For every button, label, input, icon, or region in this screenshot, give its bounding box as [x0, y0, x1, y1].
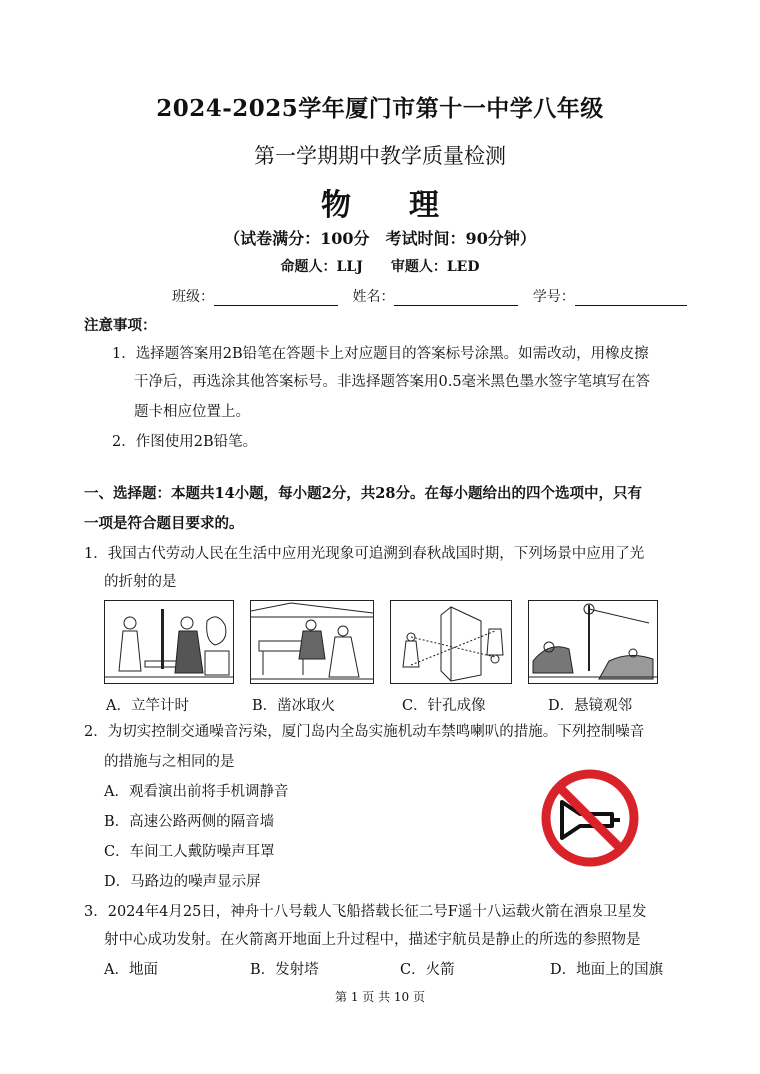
note-2: 2．作图使用2B铅笔。	[112, 434, 258, 450]
q1-option-a[interactable]: A．立竿计时	[106, 698, 189, 714]
section1-line2: 一项是符合题目要求的。	[84, 515, 244, 532]
q3-option-b[interactable]: B．发射塔	[250, 962, 319, 978]
q3-line1: 3．2024年4月25日，神舟十八号载人飞船搭载长征二号F遥十八运载火箭在酒泉卫星发	[84, 904, 647, 920]
q2-option-a[interactable]: A．观看演出前将手机调静音	[104, 784, 289, 800]
student-fields	[172, 286, 697, 306]
class-label: 班级：	[172, 289, 214, 305]
q1-figure-c	[390, 600, 512, 684]
id-label: 学号：	[532, 289, 575, 305]
q2-option-c[interactable]: C．车间工人戴防噪声耳罩	[104, 844, 275, 860]
subject-char-1: 物	[321, 188, 351, 223]
id-blank[interactable]	[575, 291, 687, 306]
q1-figure-d	[528, 600, 658, 684]
q2-option-d[interactable]: D．马路边的噪声显示屏	[104, 874, 261, 890]
subject-title	[0, 180, 760, 224]
no-honking-sign-icon	[540, 768, 640, 868]
authors: 命题人：LLJ 审题人：LED	[280, 259, 480, 275]
q3-option-a[interactable]: A．地面	[104, 962, 158, 978]
exam-info: （试卷满分：100分 考试时间：90分钟）	[224, 229, 536, 248]
exam-title-line1: 2024-2025学年厦门市第十一中学八年级	[156, 95, 604, 122]
pinhole-camera-illustration	[391, 601, 511, 683]
note-1-line2: 干净后，再选涂其他答案标号。非选择题答案用0.5毫米黑色墨水签字笔填写在答	[134, 374, 651, 390]
name-label: 姓名：	[352, 289, 395, 305]
q3-option-d[interactable]: D．地面上的国旗	[550, 962, 664, 978]
q2-option-b[interactable]: B．高速公路两侧的隔音墙	[104, 814, 275, 830]
sundial-scene-illustration	[105, 601, 233, 683]
subject-char-2: 理	[409, 188, 439, 223]
class-blank[interactable]	[214, 291, 338, 306]
exam-title-line2: 第一学期期中教学质量检测	[254, 144, 506, 168]
q1-option-d[interactable]: D．悬镜观邻	[548, 698, 633, 714]
q2-line1: 2．为切实控制交通噪音污染，厦门岛内全岛实施机动车禁鸣喇叭的措施。下列控制噪音	[84, 724, 645, 740]
q1-option-c[interactable]: C．针孔成像	[402, 698, 486, 714]
notes-heading: 注意事项：	[84, 317, 157, 334]
page-number: 第 1 页 共 10 页	[335, 990, 425, 1004]
q1-line2: 的折射的是	[104, 574, 177, 590]
q1-figure-b	[250, 600, 374, 684]
q3-option-c[interactable]: C．火箭	[400, 962, 455, 978]
name-blank[interactable]	[394, 291, 518, 306]
hanging-mirror-illustration	[529, 601, 657, 683]
q1-option-b[interactable]: B．凿冰取火	[252, 698, 336, 714]
note-1-line3: 题卡相应位置上。	[134, 404, 250, 420]
q3-line2: 射中心成功发射。在火箭离开地面上升过程中，描述宇航员是静止的所选的参照物是	[104, 932, 641, 948]
ice-lens-fire-illustration	[251, 601, 373, 683]
note-1-line1: 1．选择题答案用2B铅笔在答题卡上对应题目的答案标号涂黑。如需改动，用橡皮擦	[112, 346, 649, 362]
q2-line2: 的措施与之相同的是	[104, 754, 235, 770]
q1-figure-a	[104, 600, 234, 684]
q1-line1: 1．我国古代劳动人民在生活中应用光现象可追溯到春秋战国时期，下列场景中应用了光	[84, 546, 645, 562]
section1-line1: 一、选择题：本题共14小题，每小题2分，共28分。在每小题给出的四个选项中，只有	[84, 485, 642, 502]
